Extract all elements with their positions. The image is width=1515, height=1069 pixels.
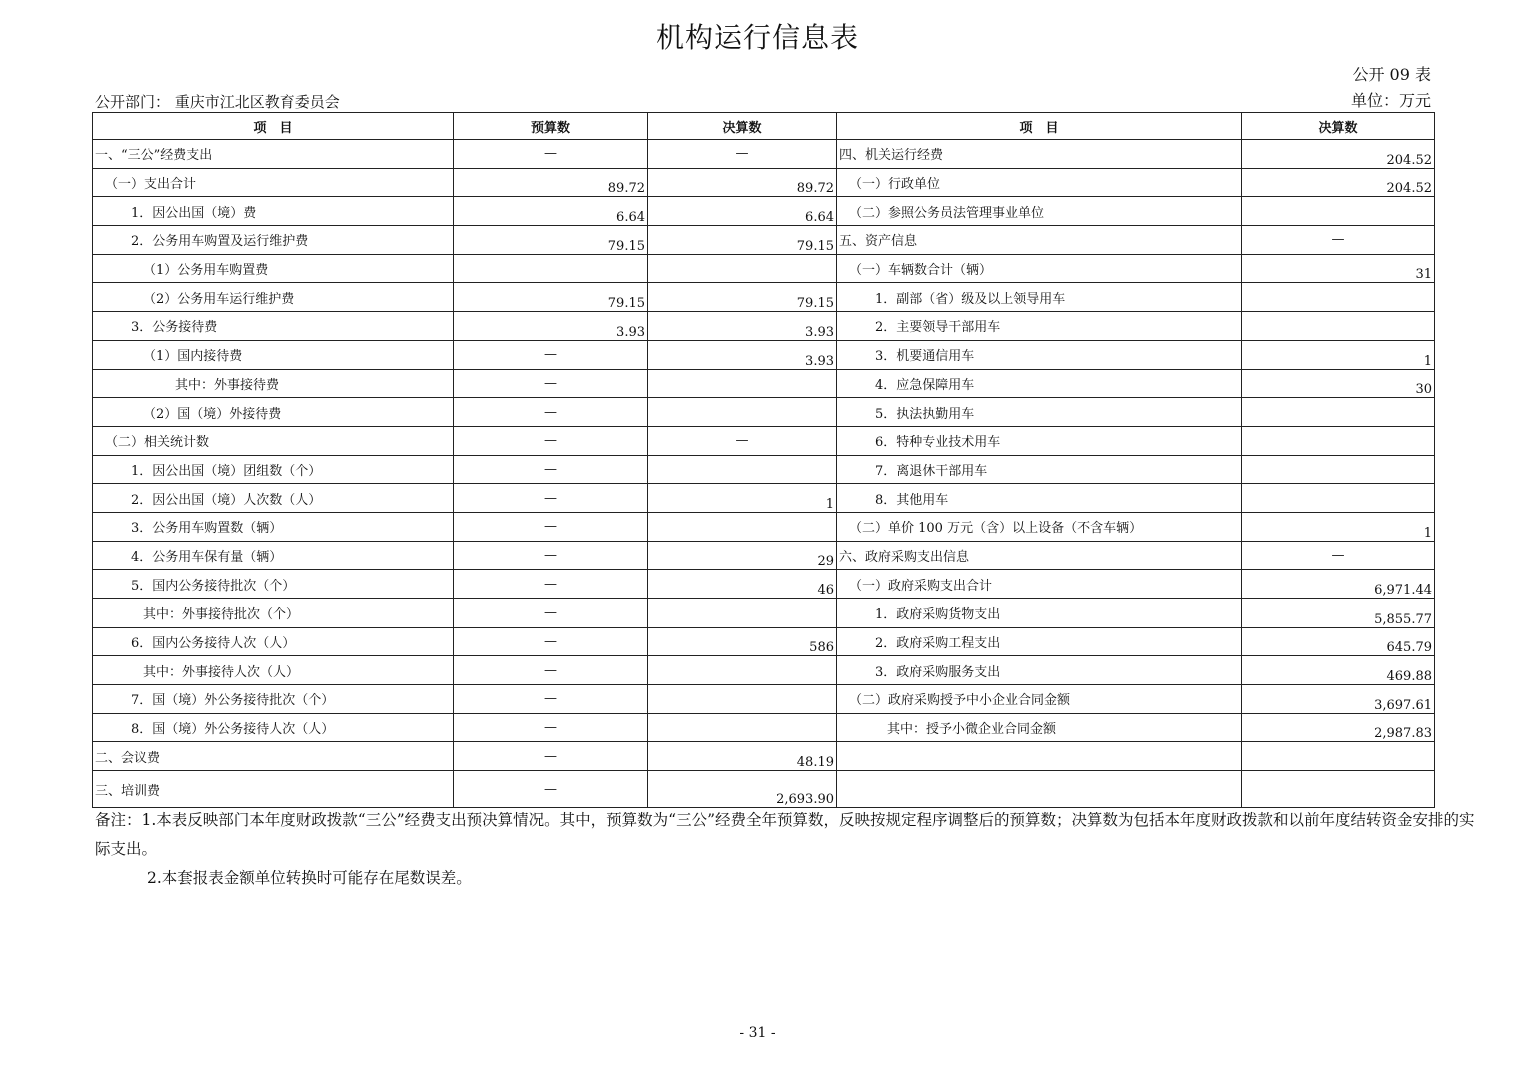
budget-cell: 6.64 (454, 197, 648, 226)
table-row (93, 168, 1435, 197)
left-item-cell: 1．因公出国（境）团组数（个） (93, 455, 454, 484)
right-item-cell: （一）行政单位 (837, 168, 1242, 197)
right-final-cell (1242, 398, 1435, 427)
right-final-cell: 30 (1242, 369, 1435, 398)
right-final-cell: 1 (1242, 512, 1435, 541)
left-item-cell: （1）公务用车购置费 (93, 254, 454, 283)
final-cell: 586 (648, 627, 837, 656)
unit-label: 单位：万元 (1350, 91, 1431, 110)
table-row (93, 283, 1435, 312)
final-cell (648, 512, 837, 541)
final-cell (648, 369, 837, 398)
final-cell: 79.15 (648, 283, 837, 312)
right-item-cell (837, 771, 1242, 808)
budget-cell: 3.93 (454, 312, 648, 341)
budget-cell: — (454, 340, 648, 369)
right-final-cell: 5,855.77 (1242, 599, 1435, 628)
budget-cell: — (454, 541, 648, 570)
budget-cell: — (454, 627, 648, 656)
table-code: 公开 09 表 (1352, 65, 1431, 84)
left-item-cell: 一、“三公”经费支出 (93, 140, 454, 169)
left-item-cell: 其中：外事接待人次（人） (93, 656, 454, 685)
table-row (93, 484, 1435, 513)
right-final-cell: — (1242, 226, 1435, 255)
final-cell (648, 685, 837, 714)
table-row (93, 685, 1435, 714)
left-item-cell: 3．公务接待费 (93, 312, 454, 341)
left-item-cell: 6．国内公务接待人次（人） (93, 627, 454, 656)
final-cell: 3.93 (648, 312, 837, 341)
table-row (93, 599, 1435, 628)
note-1: 备注：1.本表反映部门本年度财政拨款“三公”经费支出预决算情况。其中，预算数为“三公”经费全年预算数，反映按规定程序调整后的预算数；决算数为包括本年度财政拨款和以前年度结转资金安排的实际支出。 (95, 811, 1475, 858)
budget-cell: — (454, 455, 648, 484)
final-cell: 79.15 (648, 226, 837, 255)
final-cell (648, 398, 837, 427)
budget-cell (454, 254, 648, 283)
final-cell: 89.72 (648, 168, 837, 197)
final-cell (648, 713, 837, 742)
right-item-cell: 3．机要通信用车 (837, 340, 1242, 369)
table-row (93, 426, 1435, 455)
left-item-cell: 2．公务用车购置及运行维护费 (93, 226, 454, 255)
right-item-cell: 其中：授予小微企业合同金额 (837, 713, 1242, 742)
right-item-cell: 8．其他用车 (837, 484, 1242, 513)
right-item-cell: （二）政府采购授予中小企业合同金额 (837, 685, 1242, 714)
right-final-cell: 1 (1242, 340, 1435, 369)
budget-cell: — (454, 742, 648, 771)
right-item-cell: （一）车辆数合计（辆） (837, 254, 1242, 283)
table-row (93, 656, 1435, 685)
left-item-cell: 4．公务用车保有量（辆） (93, 541, 454, 570)
right-item-cell: 1．副部（省）级及以上领导用车 (837, 283, 1242, 312)
left-item-cell: 8．国（境）外公务接待人次（人） (93, 713, 454, 742)
right-final-cell (1242, 484, 1435, 513)
right-final-cell (1242, 197, 1435, 226)
table-row (93, 512, 1435, 541)
right-item-cell: 六、政府采购支出信息 (837, 541, 1242, 570)
right-final-cell (1242, 771, 1435, 808)
table-row (93, 312, 1435, 341)
table-header-row (93, 113, 1435, 140)
left-item-cell: 1．因公出国（境）费 (93, 197, 454, 226)
table-row (93, 226, 1435, 255)
final-cell (648, 599, 837, 628)
table-row (93, 254, 1435, 283)
final-cell: 1 (648, 484, 837, 513)
budget-cell: — (454, 685, 648, 714)
right-item-cell: 3．政府采购服务支出 (837, 656, 1242, 685)
table-row (93, 742, 1435, 771)
right-final-cell: 204.52 (1242, 140, 1435, 169)
final-cell: 6.64 (648, 197, 837, 226)
left-item-cell: （二）相关统计数 (93, 426, 454, 455)
right-item-cell: 1．政府采购货物支出 (837, 599, 1242, 628)
final-cell: 2,693.90 (648, 771, 837, 808)
right-final-cell: 645.79 (1242, 627, 1435, 656)
budget-cell: — (454, 771, 648, 808)
final-cell (648, 455, 837, 484)
right-item-cell: （一）政府采购支出合计 (837, 570, 1242, 599)
table-row (93, 713, 1435, 742)
right-final-cell: 3,697.61 (1242, 685, 1435, 714)
budget-cell: — (454, 398, 648, 427)
header-item-right: 项 目 (837, 113, 1242, 140)
table-body (93, 140, 1435, 808)
header-final-left: 决算数 (648, 113, 837, 140)
right-final-cell: 2,987.83 (1242, 713, 1435, 742)
right-item-cell: （二）单价 100 万元（含）以上设备（不含车辆） (837, 512, 1242, 541)
right-final-cell: 469.88 (1242, 656, 1435, 685)
left-item-cell: 2．因公出国（境）人次数（人） (93, 484, 454, 513)
right-item-cell: （二）参照公务员法管理事业单位 (837, 197, 1242, 226)
final-cell: 48.19 (648, 742, 837, 771)
right-final-cell: — (1242, 541, 1435, 570)
final-cell (648, 656, 837, 685)
page-title: 机构运行信息表 (655, 21, 859, 54)
final-cell: — (648, 426, 837, 455)
right-item-cell: 5．执法执勤用车 (837, 398, 1242, 427)
left-item-cell: 5．国内公务接待批次（个） (93, 570, 454, 599)
page-number: - 31 - (739, 1025, 776, 1041)
note-2: 2.本套报表金额单位转换时可能存在尾数误差。 (147, 869, 472, 887)
right-item-cell: 4．应急保障用车 (837, 369, 1242, 398)
right-item-cell: 四、机关运行经费 (837, 140, 1242, 169)
left-item-cell: 三、培训费 (93, 771, 454, 808)
right-item-cell: 6．特种专业技术用车 (837, 426, 1242, 455)
final-cell: 3.93 (648, 340, 837, 369)
right-item-cell: 五、资产信息 (837, 226, 1242, 255)
table-row (93, 140, 1435, 169)
budget-cell: — (454, 512, 648, 541)
notes (95, 806, 1480, 893)
left-item-cell: （一）支出合计 (93, 168, 454, 197)
budget-cell: — (454, 426, 648, 455)
right-item-cell: 2．主要领导干部用车 (837, 312, 1242, 341)
right-final-cell (1242, 426, 1435, 455)
department-label: 公开部门： 重庆市江北区教育委员会 (95, 93, 340, 111)
header-final-right: 决算数 (1242, 113, 1435, 140)
left-item-cell: （2）公务用车运行维护费 (93, 283, 454, 312)
right-final-cell (1242, 312, 1435, 341)
right-final-cell (1242, 455, 1435, 484)
right-item-cell: 7．离退休干部用车 (837, 455, 1242, 484)
budget-cell: 79.15 (454, 283, 648, 312)
right-item-cell (837, 742, 1242, 771)
table-row (93, 197, 1435, 226)
right-final-cell: 31 (1242, 254, 1435, 283)
left-item-cell: （2）国（境）外接待费 (93, 398, 454, 427)
budget-cell: 79.15 (454, 226, 648, 255)
budget-cell: — (454, 484, 648, 513)
budget-cell: — (454, 656, 648, 685)
left-item-cell: 3．公务用车购置数（辆） (93, 512, 454, 541)
final-cell: 29 (648, 541, 837, 570)
final-cell: 46 (648, 570, 837, 599)
final-cell: — (648, 140, 837, 169)
table-row (93, 340, 1435, 369)
header-budget: 预算数 (454, 113, 648, 140)
table-row (93, 771, 1435, 808)
budget-cell: — (454, 713, 648, 742)
left-item-cell: 其中：外事接待费 (93, 369, 454, 398)
right-item-cell: 2．政府采购工程支出 (837, 627, 1242, 656)
budget-cell: — (454, 570, 648, 599)
table-row (93, 369, 1435, 398)
budget-cell: — (454, 599, 648, 628)
table-row (93, 541, 1435, 570)
left-item-cell: 其中：外事接待批次（个） (93, 599, 454, 628)
info-table (92, 112, 1435, 808)
header-item-left: 项 目 (93, 113, 454, 140)
left-item-cell: 7．国（境）外公务接待批次（个） (93, 685, 454, 714)
table-row (93, 627, 1435, 656)
right-final-cell: 6,971.44 (1242, 570, 1435, 599)
right-final-cell (1242, 283, 1435, 312)
right-final-cell: 204.52 (1242, 168, 1435, 197)
table-row (93, 455, 1435, 484)
budget-cell: 89.72 (454, 168, 648, 197)
budget-cell: — (454, 369, 648, 398)
right-final-cell (1242, 742, 1435, 771)
final-cell (648, 254, 837, 283)
left-item-cell: （1）国内接待费 (93, 340, 454, 369)
table-row (93, 398, 1435, 427)
left-item-cell: 二、会议费 (93, 742, 454, 771)
table-row (93, 570, 1435, 599)
budget-cell: — (454, 140, 648, 169)
